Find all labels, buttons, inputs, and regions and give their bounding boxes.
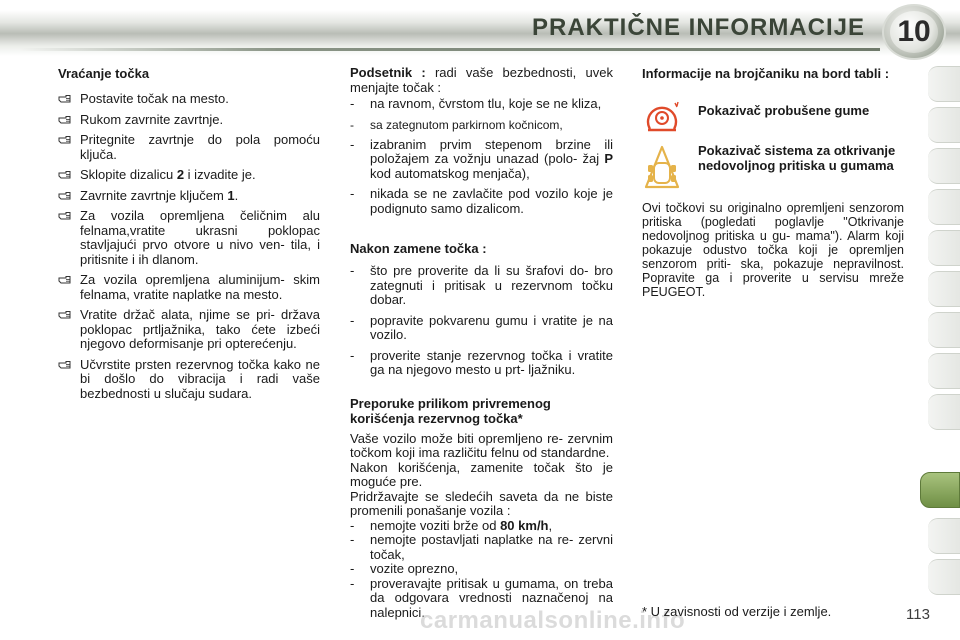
pointing-hand-icon [58, 114, 72, 126]
chapter-number: 10 [897, 15, 931, 48]
section-heading-dashboard: Informacije na brojčaniku na bord tabli : [642, 66, 890, 81]
reminder-intro: Podsetnik : radi vaše bezbednosti, uvek menjajte točak : [350, 65, 613, 95]
chapter-tab-3[interactable] [928, 148, 960, 184]
chapter-badge [882, 4, 946, 60]
list-item: Za vozila opremljena čeličnim alu felnama,vratite ukrasni poklopac stavljajući prvo otvore u nivo ven- tila, i pritisnite i ih dlanom. [58, 209, 320, 267]
indicator-pressure-system [642, 143, 904, 195]
pointing-hand-icon [58, 210, 72, 222]
list-item: - nikada se ne zavlačite pod vozilo koje je podignuto samo dizalicom. [350, 186, 613, 216]
list-item: - popravite pokvarenu gumu i vratite je na vozilo. [350, 312, 613, 342]
chapter-tab-7[interactable] [928, 312, 960, 348]
chapter-tab-4[interactable] [928, 189, 960, 225]
list-item: - nemojte voziti brže od 80 km/h, [350, 517, 553, 533]
list-item: - nemojte postavljati naplatke na re- zervni točak, [350, 532, 613, 562]
paragraph: Ovi točkovi su originalno opremljeni senzorom pritiska (pogledati poglavlje "Otkrivanje nedovoljnog pritiska u gu- mama"). Alarm koji pokazuje odustvo točka koji je opremljen senzorom priti- ska, pokazuje nepravilnost. Popravite ga i proverite u servisu mreže PEUGEOT. [642, 201, 904, 299]
list-item: Za vozila opremljena aluminijum- skim felnama, vratite naplatke na mesto. [58, 273, 320, 302]
column-wheel-refit [58, 66, 320, 401]
header-rule [20, 48, 880, 51]
pointing-hand-icon [58, 274, 72, 286]
pointing-hand-icon [58, 134, 72, 146]
section-heading-after-change: Nakon zamene točka : [350, 241, 487, 256]
chapter-tab-12[interactable] [928, 559, 960, 595]
column-reminders [350, 66, 613, 620]
list-item: Zavrnite zavrtnje ključem 1. [58, 189, 320, 204]
list-item: - proverite stanje rezervnog točka i vratite ga na njegovo mesto u prt- ljažniku. [350, 347, 613, 377]
footnote: * U zavisnosti od verzije i zemlje. [642, 604, 832, 619]
indicator-puncture-label: Pokazivač probušene gume [698, 103, 870, 118]
pointing-hand-icon [58, 93, 72, 105]
paragraph: Nakon korišćenja, zamenite točak što je moguće pre. [350, 459, 613, 489]
pointing-hand-icon [58, 169, 72, 181]
chapter-tab-1[interactable] [928, 66, 960, 102]
chapter-tabs [928, 66, 960, 606]
chapter-tab-10-active[interactable] [920, 472, 960, 508]
chapter-tab-5[interactable] [928, 230, 960, 266]
section-heading-temporary-spare: Preporuke prilikom privremenog korišćenja rezervnog točka* [350, 395, 551, 426]
pointing-hand-icon [58, 309, 72, 321]
page-number: 113 [906, 606, 930, 623]
chapter-tab-8[interactable] [928, 353, 960, 389]
list-item: - proveravajte pritisak u gumama, on treba da odgovara vrednosti naznačenoj na nalepnici. [350, 575, 613, 620]
paragraph: Vaše vozilo može biti opremljeno re- zervnim točkom koji ima različitu felnu od standardne. [350, 430, 613, 460]
list-item: - izabranim prvim stepenom brzine ili položajem za vožnju unazad (polo- žaj P kod automatskog menjača), [350, 136, 613, 181]
list-item: - vozite oprezno, [350, 561, 459, 576]
chapter-tab-11[interactable] [928, 518, 960, 554]
list-item: Učvrstite prsten rezervnog točka kako ne bi došlo do vibracija i radi vaše bezbednosti u slučaju sudara. [58, 358, 320, 402]
section-heading-refit: Vraćanje točka [58, 66, 150, 81]
list-item: - sa zategnutom parkirnom kočnicom, [350, 117, 563, 132]
chapter-tab-9[interactable] [928, 394, 960, 430]
chapter-tab-2[interactable] [928, 107, 960, 143]
pointing-hand-icon [58, 190, 72, 202]
column-dashboard-info [642, 66, 904, 299]
list-item: Postavite točak na mesto. [58, 92, 320, 107]
paragraph: Pridržavajte se sledećih saveta da ne biste promenili ponašanje vozila : [350, 488, 613, 518]
chapter-tab-6[interactable] [928, 271, 960, 307]
list-item: Pritegnite zavrtnje do pola pomoću ključa. [58, 133, 320, 162]
watermark: carmanualsonline.info [420, 607, 686, 634]
indicator-pressure-label: Pokazivač sistema za otkrivanje nedovoljnog pritiska u gumama [698, 143, 896, 173]
list-item: - što pre proverite da li su šrafovi do- bro zategnuti i pritisak u rezervnom točku dobar. [350, 263, 613, 307]
chapter-badge-inner [890, 11, 938, 53]
list-item: Vratite držač alata, njime se pri- država poklopac prtljažnika, tako ćete izbeći njegovo deformisanje pri opterećenju. [58, 308, 320, 352]
list-item: Sklopite dizalicu 2 i izvadite je. [58, 168, 320, 183]
page-title: PRAKTIČNE INFORMACIJE [531, 14, 865, 41]
list-item: Rukom zavrnite zavrtnje. [58, 113, 320, 128]
indicator-puncture [642, 99, 904, 135]
list-item: - na ravnom, čvrstom tlu, koje se ne kliza, [350, 96, 602, 111]
tyre-pressure-alert-icon [642, 143, 682, 193]
pointing-hand-icon [58, 359, 72, 371]
flat-tyre-warning-icon [642, 99, 682, 135]
